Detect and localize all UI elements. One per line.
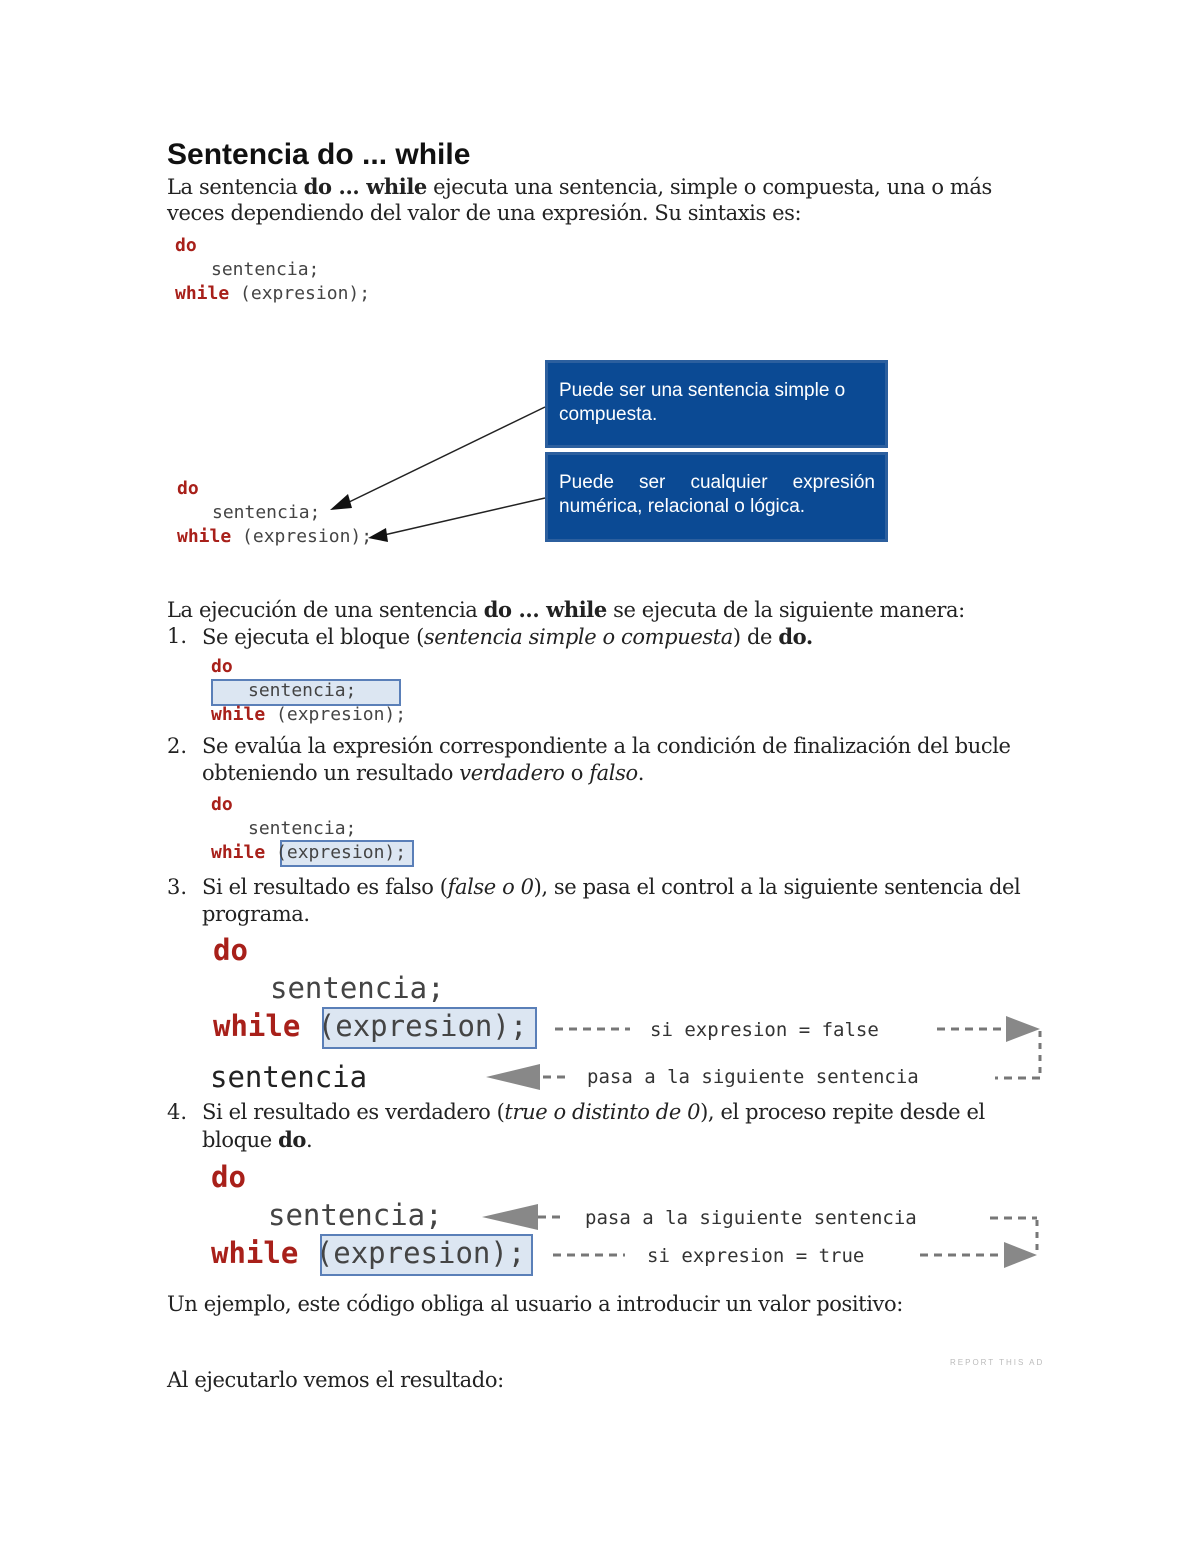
example-text: Un ejemplo, este código obliga al usuario a introducir un valor positivo: bbox=[167, 1292, 903, 1316]
step-4-number: 4. bbox=[167, 1100, 188, 1124]
step-1-statement: sentencia; bbox=[248, 680, 357, 701]
step-2-line-2: obteniendo un resultado verdadero o falso. bbox=[202, 761, 645, 785]
step-1-text: Se ejecuta el bloque (sentencia simple o compuesta) de do. bbox=[202, 624, 813, 649]
diagram-statement: sentencia; bbox=[212, 502, 321, 523]
step-2-number: 2. bbox=[167, 734, 188, 758]
intro-line-1: La sentencia do ... while ejecuta una sentencia, simple o compuesta, una o más bbox=[167, 174, 992, 199]
step-3-next-statement: sentencia bbox=[210, 1060, 368, 1094]
step-2-line-1: Se evalúa la expresión correspondiente a la condición de finalización del bucle bbox=[202, 734, 1011, 758]
step-2-while-line: while (expresion); bbox=[211, 842, 407, 863]
step-3-do-keyword: do bbox=[213, 933, 248, 967]
step-4-while-line: while (expresion); bbox=[211, 1236, 526, 1270]
page-title: Sentencia do ... while bbox=[167, 138, 471, 171]
diagram-do-keyword: do bbox=[177, 478, 199, 499]
syntax-statement: sentencia; bbox=[211, 259, 320, 280]
result-text: Al ejecutarlo vemos el resultado: bbox=[167, 1368, 504, 1392]
diagram-while-line: while (expresion); bbox=[177, 526, 373, 547]
step-3-line-1: Si el resultado es falso (false o 0), se pasa el control a la siguiente sentencia del bbox=[202, 875, 1021, 899]
step-4-do-keyword: do bbox=[211, 1160, 246, 1194]
step-3-line-2: programa. bbox=[202, 902, 310, 926]
syntax-do-keyword: do bbox=[175, 235, 197, 256]
step-4-line-1: Si el resultado es verdadero (true o distinto de 0), el proceso repite desde el bbox=[202, 1100, 985, 1124]
step-1-do-keyword: do bbox=[211, 656, 233, 677]
step-2-do-keyword: do bbox=[211, 794, 233, 815]
step-4-statement: sentencia; bbox=[268, 1198, 443, 1232]
step-1-number: 1. bbox=[167, 624, 188, 648]
step-1-while-line: while (expresion); bbox=[211, 704, 407, 725]
label-pasa-2: pasa a la siguiente sentencia bbox=[585, 1207, 917, 1229]
exec-intro: La ejecución de una sentencia do ... while se ejecuta de la siguiente manera: bbox=[167, 597, 965, 622]
label-si-true: si expresion = true bbox=[647, 1245, 865, 1267]
note-expression: Puede ser cualquier expresión numérica, relacional o lógica. bbox=[545, 452, 888, 542]
step-3-statement: sentencia; bbox=[270, 971, 445, 1005]
label-pasa-1: pasa a la siguiente sentencia bbox=[587, 1066, 919, 1088]
step-3-number: 3. bbox=[167, 875, 188, 899]
step-3-while-line: while (expresion); bbox=[213, 1009, 528, 1043]
syntax-while-line: while (expresion); bbox=[175, 283, 371, 304]
step-4-line-2: bloque do. bbox=[202, 1127, 313, 1152]
label-si-false: si expresion = false bbox=[650, 1019, 879, 1041]
intro-line-2: veces dependiendo del valor de una expresión. Su sintaxis es: bbox=[167, 201, 802, 225]
report-ad-link[interactable]: REPORT THIS AD bbox=[950, 1358, 1045, 1367]
step-2-statement: sentencia; bbox=[248, 818, 357, 839]
note-statement: Puede ser una sentencia simple o compuesta. bbox=[545, 360, 888, 448]
